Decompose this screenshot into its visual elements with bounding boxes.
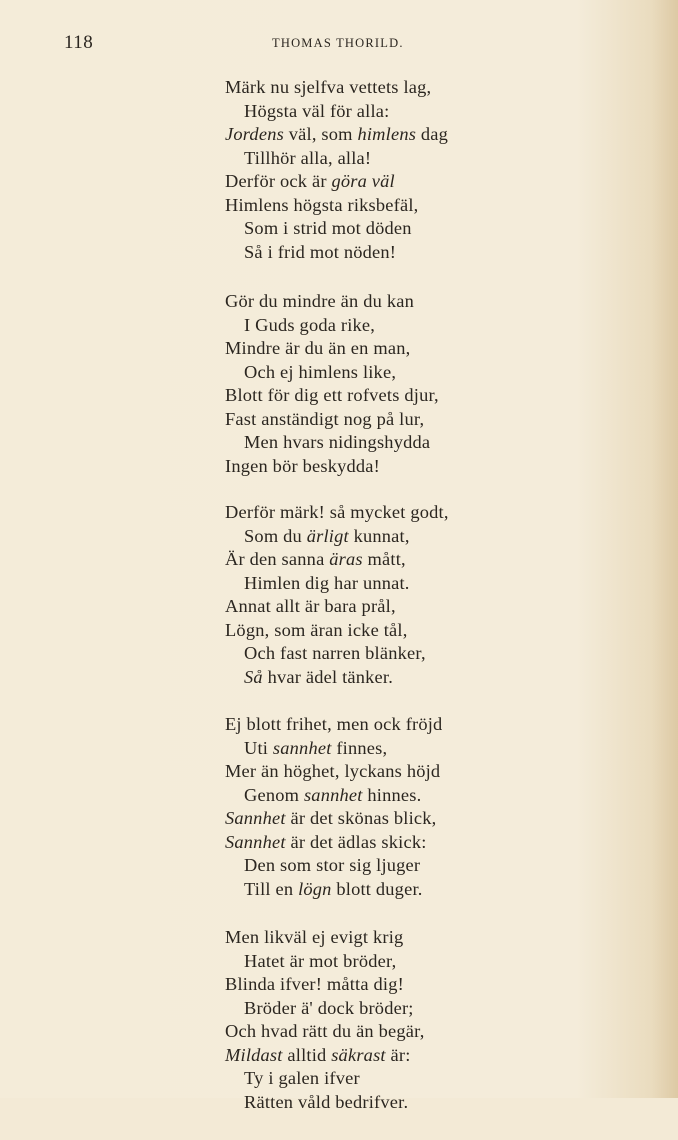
stanza	[225, 501, 645, 689]
verse-line	[225, 807, 645, 831]
verse-text: Derför märk! så mycket godt,	[225, 502, 449, 522]
verse-line	[225, 950, 645, 974]
verse-line	[225, 361, 645, 385]
italic-text: säkrast	[331, 1044, 386, 1065]
verse-text: Till en	[244, 878, 299, 899]
verse-line	[225, 642, 645, 666]
stanza	[225, 290, 645, 478]
stanza	[225, 926, 645, 1114]
italic-text: Sannhet	[225, 808, 286, 828]
verse-line	[225, 408, 645, 432]
verse-text: Den som stor sig ljuger	[244, 855, 421, 875]
verse-text: Men hvars nidingshydda	[244, 432, 431, 452]
italic-text: Så	[244, 666, 263, 687]
verse-line	[225, 217, 645, 241]
verse-text: Mer än höghet, lyckans höjd	[225, 761, 441, 781]
verse-line	[225, 76, 645, 100]
verse-text: Lögn, som äran icke tål,	[225, 619, 408, 640]
verse-line	[225, 170, 645, 194]
verse-text: Derför ock är	[225, 171, 332, 191]
page-number: 118	[64, 32, 94, 53]
verse-text: alltid	[282, 1044, 332, 1065]
verse-text: blott duger.	[331, 878, 423, 899]
verse-line	[225, 737, 645, 761]
verse-text: Himlens högsta riksbefäl,	[225, 194, 419, 215]
verse-line	[225, 666, 645, 690]
verse-line	[225, 455, 645, 479]
verse-text: dag	[416, 124, 449, 144]
verse-text: Högsta väl för alla:	[244, 100, 390, 121]
verse-line	[225, 100, 645, 124]
verse-text: Ingen bör beskydda!	[225, 455, 380, 476]
verse-text: Fast anständigt nog på lur,	[225, 408, 425, 429]
verse-text: väl, som	[283, 124, 358, 144]
verse-line	[225, 926, 645, 950]
verse-text: Men likväl ej evigt krig	[225, 927, 404, 947]
verse-line	[225, 123, 645, 147]
verse-text: är det skönas blick,	[285, 808, 437, 828]
verse-text: Som du	[244, 525, 307, 546]
verse-line	[225, 854, 645, 878]
verse-line	[225, 1091, 645, 1115]
italic-text: ärligt	[306, 525, 349, 546]
verse-text: Ej blott frihet, men ock fröjd	[225, 714, 443, 734]
verse-text: hinnes.	[362, 784, 422, 805]
verse-line	[225, 290, 645, 314]
running-title: THOMAS THORILD.	[272, 36, 404, 50]
stanza	[225, 76, 645, 264]
verse-text: Så i frid mot nöden!	[244, 241, 397, 262]
italic-text: göra väl	[331, 171, 395, 191]
verse-text: Gör du mindre än du kan	[225, 291, 414, 311]
verse-text: Mindre är du än en man,	[225, 338, 411, 358]
verse-line	[225, 595, 645, 619]
verse-line	[225, 713, 645, 737]
verse-text: I Guds goda rike,	[244, 314, 376, 335]
verse-line	[225, 525, 645, 549]
verse-line	[225, 548, 645, 572]
italic-text: Sannhet	[225, 831, 286, 852]
italic-text: äras	[329, 549, 363, 569]
verse-text: Märk nu sjelfva vettets lag,	[225, 77, 432, 97]
verse-line	[225, 384, 645, 408]
verse-text: Uti	[244, 737, 273, 758]
verse-line	[225, 501, 645, 525]
verse-text: finnes,	[331, 737, 388, 758]
verse-line	[225, 973, 645, 997]
verse-text: Och hvad rätt du än begär,	[225, 1021, 425, 1041]
verse-line	[225, 1020, 645, 1044]
verse-text: Bröder ä' dock bröder;	[244, 997, 414, 1018]
verse-text: Blinda ifver! måtta dig!	[225, 974, 404, 994]
italic-text: lögn	[298, 878, 332, 899]
page-header	[0, 32, 678, 56]
verse-line	[225, 194, 645, 218]
verse-line	[225, 314, 645, 338]
verse-text: Är den sanna	[225, 549, 330, 569]
italic-text: sannhet	[303, 784, 363, 805]
verse-text: Himlen dig har unnat.	[244, 572, 410, 593]
poem	[225, 76, 645, 1140]
italic-text: Jordens	[225, 124, 284, 144]
verse-text: Och ej himlens like,	[244, 361, 397, 382]
verse-line	[225, 997, 645, 1021]
verse-text: hvar ädel tänker.	[262, 666, 394, 687]
verse-text: Rätten våld bedrifver.	[244, 1091, 409, 1112]
verse-line	[225, 431, 645, 455]
verse-line	[225, 241, 645, 265]
verse-line	[225, 831, 645, 855]
italic-text: himlens	[357, 124, 417, 144]
verse-line	[225, 1067, 645, 1091]
verse-line	[225, 619, 645, 643]
verse-text: kunnat,	[348, 525, 410, 546]
verse-line	[225, 147, 645, 171]
verse-line	[225, 784, 645, 808]
italic-text: Mildast	[225, 1044, 283, 1065]
verse-text: Genom	[244, 784, 304, 805]
verse-line	[225, 572, 645, 596]
verse-text: mått,	[362, 549, 406, 569]
verse-text: Blott för dig ett rofvets djur,	[225, 385, 439, 405]
stanza	[225, 713, 645, 901]
verse-text: är det ädlas skick:	[285, 831, 427, 852]
verse-text: är:	[385, 1044, 411, 1065]
verse-line	[225, 1044, 645, 1068]
verse-text: Som i strid mot döden	[244, 218, 412, 238]
verse-text: Tillhör alla, alla!	[244, 147, 372, 168]
verse-text: Hatet är mot bröder,	[244, 950, 397, 971]
italic-text: sannhet	[272, 737, 332, 758]
verse-line	[225, 337, 645, 361]
verse-text: Ty i galen ifver	[244, 1068, 360, 1088]
verse-line	[225, 878, 645, 902]
verse-text: Annat allt är bara prål,	[225, 596, 396, 616]
verse-text: Och fast narren blänker,	[244, 643, 426, 663]
verse-line	[225, 760, 645, 784]
